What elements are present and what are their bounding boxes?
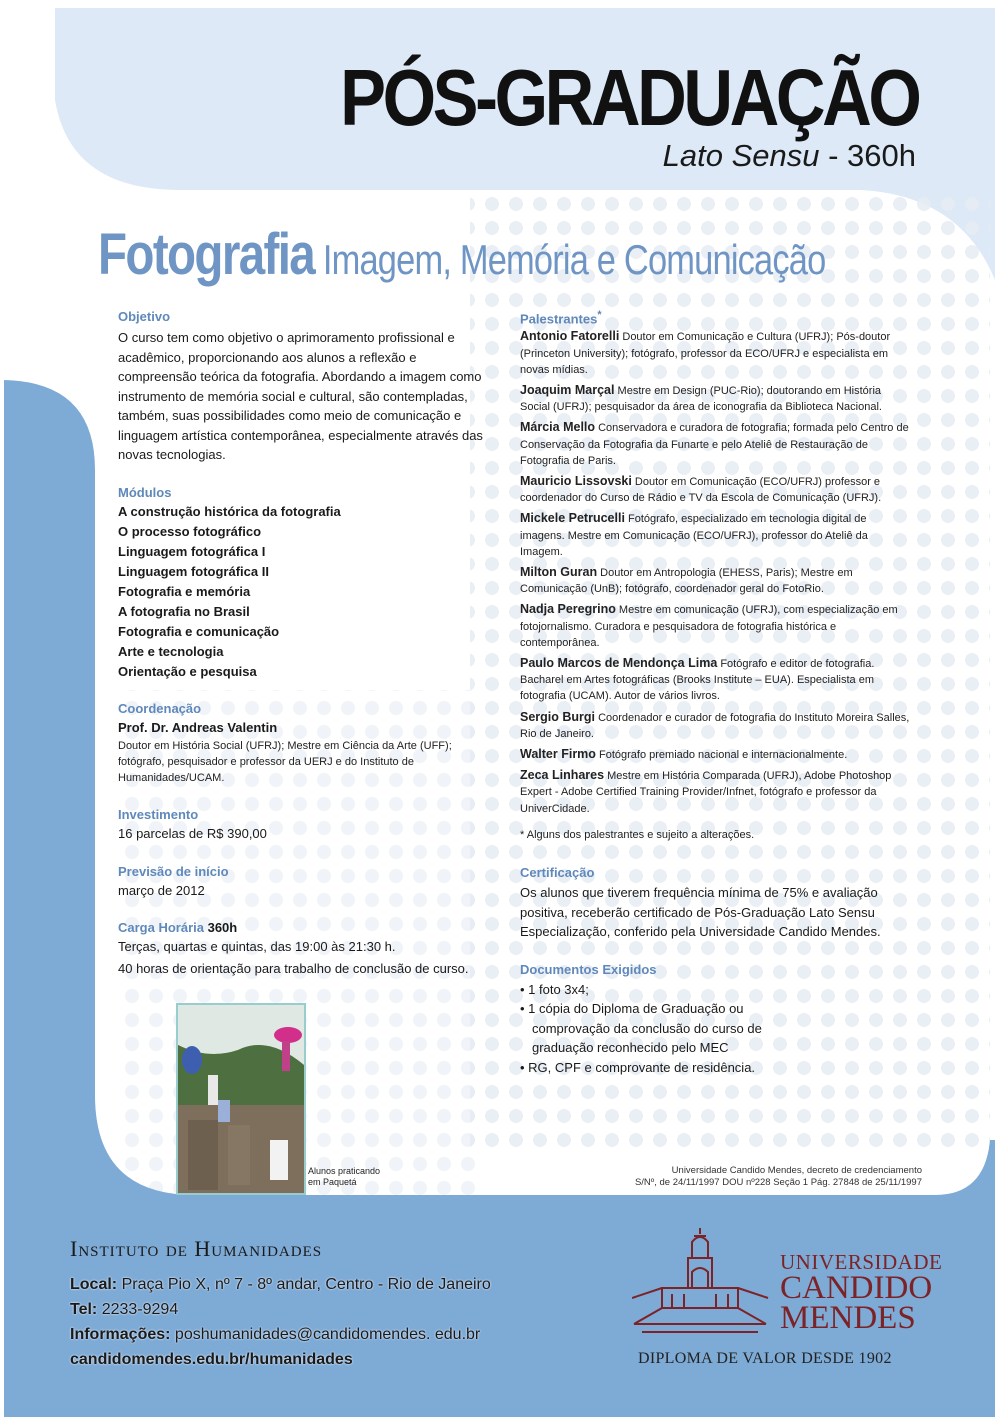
students-photo — [176, 1003, 306, 1195]
accreditation-line2: S/Nº, de 24/11/1997 DOU nº228 Seção 1 Pág. 27848 de 25/11/1997 — [634, 1177, 922, 1188]
subtitle-italic: Lato Sensu — [662, 138, 820, 173]
speaker-bio: Doutor em Comunicação e Cultura (UFRJ); Pós-doutor (Princeton University); fotógrafo, professor da ECO/UFRJ e especialista em novas mídias. — [520, 331, 891, 376]
institute-name: Instituto de Humanidades — [70, 1236, 323, 1261]
university-logo — [632, 1228, 943, 1378]
certificacao-heading: Certificação — [520, 865, 595, 881]
footer-tel — [70, 1297, 491, 1322]
speaker-bio: Fotógrafo premiado nacional e internacionalmente. — [595, 749, 848, 761]
footer-info-line — [70, 1322, 491, 1347]
speaker-name: Milton Guran — [520, 564, 598, 579]
photo-caption — [308, 1166, 380, 1188]
previsao-heading: Previsão de início — [118, 863, 229, 879]
speaker-item — [520, 655, 910, 705]
objetivo-heading: Objetivo — [118, 309, 171, 324]
speaker-bio: Doutor em Antropologia (EHESS, Paris); Mestre em Comunicação (UnB); fotógrafo, coordenador geral do FotoRio. — [520, 566, 853, 596]
speaker-name: Antonio Fatorelli — [520, 329, 620, 344]
speaker-item — [520, 601, 910, 651]
info-email-link[interactable]: poshumanidades@candidomendes. edu.br — [170, 1326, 481, 1343]
logo-line1: UNIVERSIDADE — [780, 1250, 943, 1274]
palestrantes-heading: Palestrantes — [520, 311, 598, 327]
documentos-heading: Documentos Exigidos — [520, 961, 657, 977]
speaker-name: Zeca Linhares — [520, 768, 605, 783]
speaker-name: Márcia Mello — [520, 420, 596, 435]
documentos-list — [520, 980, 780, 1078]
module-item: Orientação e pesquisa — [118, 663, 257, 679]
investimento-text: 16 parcelas de R$ 390,00 — [118, 826, 267, 842]
speakers-note: * Alguns dos palestrantes e sujeito a alterações. — [520, 828, 755, 841]
speaker-bio: Mestre em Design (PUC-Rio); doutorando em História Social (UFRJ); pesquisador da área de iconografia da Biblioteca Nacional. — [520, 384, 882, 414]
speaker-item — [520, 328, 910, 378]
local-value: Praça Pio X, nº 7 - 8º andar, Centro - Rio de Janeiro — [117, 1276, 491, 1293]
speaker-bio: Mestre em comunicação (UFRJ), com especialização em fotojornalismo. Curadora e pesquisadora de fotografia histórica e contemporânea. — [520, 604, 898, 649]
module-item: Fotografia e comunicação — [118, 623, 280, 639]
module-item: Linguagem fotográfica I — [118, 543, 266, 559]
module-item: A construção histórica da fotografia — [118, 503, 341, 519]
module-item: Linguagem fotográfica II — [118, 563, 269, 579]
logo-tagline: DIPLOMA DE VALOR DESDE 1902 — [638, 1350, 892, 1367]
footer-info — [70, 1236, 491, 1372]
course-title-main: Fotografia — [98, 222, 315, 287]
logo-line3: MENDES — [780, 1300, 916, 1336]
modulos-list — [118, 502, 498, 682]
carga-hours: 360h — [203, 920, 238, 936]
speaker-name: Joaquim Marçal — [520, 382, 615, 397]
carga-heading: Carga Horária — [118, 920, 204, 936]
left-column — [118, 309, 498, 978]
local-label: Local: — [70, 1276, 118, 1293]
carga-schedule: Terças, quartas e quintas, das 19:00 às 21:30 h. — [118, 939, 396, 955]
logo-line2: CANDIDO — [780, 1270, 933, 1306]
speakers-list — [520, 328, 910, 816]
tel-label: Tel: — [70, 1301, 98, 1318]
photo-caption-line2: em Paquetá — [308, 1177, 357, 1187]
speaker-bio: Coordenador e curador de fotografia do Instituto Moreira Salles, Rio de Janeiro. — [520, 711, 910, 740]
info-label: Informações: — [70, 1326, 171, 1343]
footer-local — [70, 1272, 491, 1297]
palestrantes-marker: * — [597, 309, 602, 321]
course-title-rest: Imagem, Memória e Comunicação — [314, 236, 826, 283]
module-item: Arte e tecnologia — [118, 643, 224, 659]
speaker-name: Nadja Peregrino — [520, 602, 616, 617]
speaker-item — [520, 382, 910, 415]
palestrantes-heading-line — [520, 309, 910, 326]
speaker-name: Paulo Marcos de Mendonça Lima — [520, 655, 718, 670]
carga-orientation: 40 horas de orientação para trabalho de conclusão de curso. — [118, 960, 469, 976]
speaker-item — [520, 767, 910, 817]
speaker-item — [520, 709, 910, 742]
speaker-name: Mickele Petrucelli — [520, 511, 625, 526]
accreditation-line1: Universidade Candido Mendes, decreto de credenciamento — [671, 1165, 922, 1176]
speaker-name: Mauricio Lissovski — [520, 473, 632, 488]
speaker-bio: Doutor em Comunicação (ECO/UFRJ) professor e coordenador do Curso de Rádio e TV da Escola de Comunicação (UFRJ). — [520, 475, 882, 505]
accreditation-note — [635, 1165, 922, 1189]
main-title: PÓS-GRADUAÇÃO — [339, 53, 918, 142]
module-item: Fotografia e memória — [118, 583, 251, 599]
module-item: A fotografia no Brasil — [118, 603, 250, 619]
tel-value: 2233-9294 — [97, 1301, 179, 1318]
photo-caption-line1: Alunos praticando — [308, 1166, 381, 1176]
document-item: • RG, CPF e comprovante de residência. — [520, 1059, 756, 1075]
speaker-name: Sergio Burgi — [520, 709, 596, 724]
speaker-item — [520, 510, 910, 560]
subtitle — [663, 138, 916, 174]
speaker-name: Walter Firmo — [520, 747, 596, 761]
investimento-heading: Investimento — [118, 807, 199, 823]
document-item: • 1 cópia do Diploma de Graduação ou comprovação da conclusão do curso de graduação reconhecido pelo MEC — [520, 1001, 762, 1056]
speaker-item — [520, 419, 910, 469]
speaker-item — [520, 746, 910, 763]
speaker-bio: Conservadora e curadora de fotografia; formada pelo Centro de Conservação da Fotografia da Funarte e pelo Ateliê de Restauração de Fotografia de Paris. — [520, 422, 909, 467]
coordinator-name: Prof. Dr. Andreas Valentin — [118, 719, 278, 735]
coordenacao-heading: Coordenação — [118, 700, 202, 716]
speaker-bio: Fotógrafo e editor de fotografia. Bacharel em Artes fotográficas (Brooks Institute – EUA). Especialista em fotografia (UCAM). Autor de vários livros. — [520, 657, 875, 703]
speaker-bio: Mestre em História Comparada (UFRJ), Adobe Photoshop Expert - Adobe Certified Training Provider/Infnet, fotógrafo e professor da UniverCidade. — [520, 770, 892, 815]
subtitle-hours: - 360h — [819, 138, 916, 173]
carga-heading-line — [118, 920, 498, 935]
right-column — [520, 309, 910, 1077]
course-title — [98, 222, 826, 287]
website-link[interactable]: candidomendes.edu.br/humanidades — [70, 1351, 353, 1368]
university-building-icon — [632, 1228, 782, 1338]
speaker-item — [520, 564, 910, 597]
speaker-bio: Fotógrafo, especializado em tecnologia digital de imagens. Mestre em Comunicação (ECO/UFRJ), professor do Ateliê da Imagem. — [520, 513, 868, 558]
modulos-heading: Módulos — [118, 484, 172, 500]
coordinator-bio: Doutor em História Social (UFRJ); Mestre em Ciência da Arte (UFF); fotógrafo, pesquisador e professor da UERJ e do Instituto de Humanidades/UCAM. — [118, 739, 452, 784]
module-item: O processo fotográfico — [118, 523, 262, 539]
objetivo-text: O curso tem como objetivo o aprimoramento profissional e acadêmico, proporcionando aos alunos a reflexão e compreensão teórica da fotografia. Abordando a imagem como instrumento de memória social e cultural, são contempladas, também, suas possibilidades como meio de comunicação e linguagem artística contemporânea, especialmente através das novas tecnologias. — [118, 330, 483, 462]
previsao-text: março de 2012 — [118, 882, 205, 898]
document-item: • 1 foto 3x4; — [520, 981, 589, 997]
certificacao-text: Os alunos que tiverem frequência mínima de 75% e avaliação positiva, receberão certificado de Pós-Graduação Lato Sensu Especialização, conferido pela Universidade Candido Mendes. — [520, 885, 881, 940]
speaker-item — [520, 473, 910, 506]
